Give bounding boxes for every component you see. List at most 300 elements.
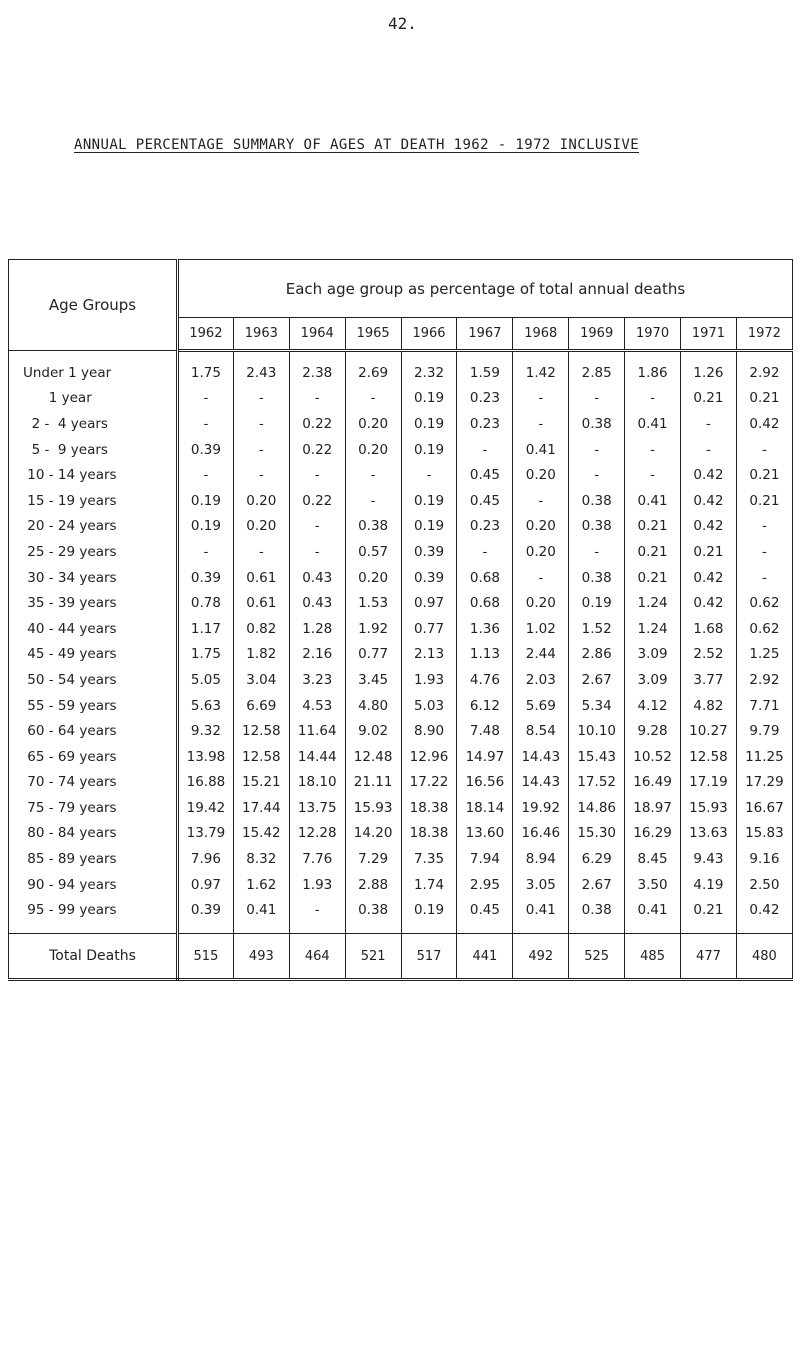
percentage-cell: 15.30 — [569, 821, 625, 847]
percentage-cell: 1.75 — [178, 360, 234, 386]
percentage-cell: 0.38 — [345, 897, 401, 923]
total-deaths-cell: 517 — [401, 934, 457, 980]
percentage-cell: 2.44 — [513, 642, 569, 668]
age-group-label: 55 - 59 years — [9, 693, 178, 719]
percentage-cell: 1.28 — [289, 616, 345, 642]
percentage-cell: 0.19 — [401, 411, 457, 437]
percentage-cell: 0.23 — [457, 514, 513, 540]
percentage-cell: 13.98 — [178, 744, 234, 770]
percentage-cell: 11.64 — [289, 718, 345, 744]
percentage-cell: 1.17 — [178, 616, 234, 642]
percentage-cell: - — [178, 411, 234, 437]
percentage-cell: - — [401, 462, 457, 488]
percentage-cell: 1.75 — [178, 642, 234, 668]
age-group-label: 80 - 84 years — [9, 821, 178, 847]
age-group-label: 40 - 44 years — [9, 616, 178, 642]
percentage-cell: 0.45 — [457, 462, 513, 488]
percentage-cell: 14.86 — [569, 795, 625, 821]
percentage-cell: 1.93 — [289, 872, 345, 898]
percentage-cell: 1.24 — [625, 590, 681, 616]
percentage-cell: 0.38 — [569, 565, 625, 591]
percentage-cell: 15.93 — [681, 795, 737, 821]
percentage-cell: 7.94 — [457, 846, 513, 872]
percentage-cell: 18.38 — [401, 821, 457, 847]
percentage-cell: 0.19 — [401, 488, 457, 514]
age-death-table — [8, 259, 793, 981]
percentage-cell: 0.42 — [681, 590, 737, 616]
percentage-cell: 0.39 — [401, 539, 457, 565]
percentage-cell: 0.61 — [233, 590, 289, 616]
table-row — [9, 795, 793, 821]
percentage-cell: - — [178, 539, 234, 565]
percentage-cell: 8.90 — [401, 718, 457, 744]
year-header: 1963 — [233, 318, 289, 351]
percentage-cell: 18.38 — [401, 795, 457, 821]
percentage-cell: 9.16 — [736, 846, 792, 872]
percentage-cell: 0.42 — [681, 488, 737, 514]
percentage-cell: - — [625, 437, 681, 463]
percentage-cell: 0.45 — [457, 897, 513, 923]
year-header: 1965 — [345, 318, 401, 351]
percentage-cell: - — [345, 462, 401, 488]
percentage-cell: 1.53 — [345, 590, 401, 616]
percentage-cell: 0.41 — [233, 897, 289, 923]
percentage-cell: 0.23 — [457, 411, 513, 437]
percentage-cell: 2.92 — [736, 360, 792, 386]
percentage-cell: 0.20 — [513, 514, 569, 540]
percentage-cell: 8.54 — [513, 718, 569, 744]
percentage-cell: 18.14 — [457, 795, 513, 821]
table-body — [9, 351, 793, 980]
percentage-cell: 17.22 — [401, 770, 457, 796]
table-row — [9, 770, 793, 796]
total-deaths-cell: 493 — [233, 934, 289, 980]
percentage-cell: 10.10 — [569, 718, 625, 744]
percentage-cell: 7.96 — [178, 846, 234, 872]
year-header: 1968 — [513, 318, 569, 351]
percentage-cell: 4.12 — [625, 693, 681, 719]
percentage-cell: 12.58 — [681, 744, 737, 770]
table-row — [9, 539, 793, 565]
percentage-cell: 7.48 — [457, 718, 513, 744]
percentage-cell: 0.43 — [289, 565, 345, 591]
percentage-cell: 1.74 — [401, 872, 457, 898]
percentage-cell: 13.63 — [681, 821, 737, 847]
percentage-cell: 0.62 — [736, 616, 792, 642]
percentage-cell: 2.86 — [569, 642, 625, 668]
percentage-cell: 1.93 — [401, 667, 457, 693]
percentage-cell: - — [513, 411, 569, 437]
page-number: 42. — [388, 14, 417, 33]
percentage-cell: 3.04 — [233, 667, 289, 693]
percentage-cell: 6.69 — [233, 693, 289, 719]
percentage-cell: - — [513, 386, 569, 412]
percentage-cell: 0.38 — [569, 411, 625, 437]
percentage-cell: 1.26 — [681, 360, 737, 386]
percentage-cell: - — [233, 411, 289, 437]
table-row — [9, 693, 793, 719]
percentage-cell: 5.03 — [401, 693, 457, 719]
percentage-cell: 0.20 — [513, 539, 569, 565]
percentage-cell: 15.42 — [233, 821, 289, 847]
percentage-cell: 0.68 — [457, 590, 513, 616]
percentage-cell: 16.49 — [625, 770, 681, 796]
percentage-cell: - — [233, 437, 289, 463]
percentage-cell: 5.69 — [513, 693, 569, 719]
percentage-cell: 0.41 — [513, 437, 569, 463]
percentage-cell: 15.21 — [233, 770, 289, 796]
percentage-cell: 18.10 — [289, 770, 345, 796]
age-group-label: 90 - 94 years — [9, 872, 178, 898]
percentage-cell: - — [233, 462, 289, 488]
age-group-label: 85 - 89 years — [9, 846, 178, 872]
percentage-cell: 21.11 — [345, 770, 401, 796]
table-row — [9, 846, 793, 872]
age-group-label: 10 - 14 years — [9, 462, 178, 488]
percentage-cell: 2.03 — [513, 667, 569, 693]
year-header: 1971 — [681, 318, 737, 351]
percentage-cell: 0.22 — [289, 437, 345, 463]
percentage-cell: 0.22 — [289, 411, 345, 437]
percentage-cell: 4.80 — [345, 693, 401, 719]
table-row — [9, 488, 793, 514]
percentage-cell: - — [736, 437, 792, 463]
table-row — [9, 897, 793, 923]
percentage-cell: 0.20 — [233, 488, 289, 514]
percentage-cell: - — [736, 539, 792, 565]
percentage-cell: 0.20 — [345, 437, 401, 463]
percentage-cell: - — [457, 437, 513, 463]
percentage-cell: 0.61 — [233, 565, 289, 591]
percentage-cell: 0.20 — [513, 462, 569, 488]
percentage-cell: - — [681, 411, 737, 437]
percentage-cell: 0.78 — [178, 590, 234, 616]
percentage-cell: 0.22 — [289, 488, 345, 514]
age-group-label: 95 - 99 years — [9, 897, 178, 923]
percentage-cell: 11.25 — [736, 744, 792, 770]
percentage-cell: 0.38 — [569, 488, 625, 514]
percentage-cell: 0.43 — [289, 590, 345, 616]
percentage-cell: - — [457, 539, 513, 565]
percentage-cell: 16.29 — [625, 821, 681, 847]
total-deaths-cell: 441 — [457, 934, 513, 980]
percentage-cell: 15.93 — [345, 795, 401, 821]
percentage-cell: 1.13 — [457, 642, 513, 668]
percentage-cell: 1.92 — [345, 616, 401, 642]
percentage-cell: 16.56 — [457, 770, 513, 796]
percentage-cell: 0.42 — [736, 897, 792, 923]
percentage-cell: - — [625, 462, 681, 488]
percentage-cell: 1.25 — [736, 642, 792, 668]
percentage-cell: 9.79 — [736, 718, 792, 744]
percentage-cell: 0.19 — [401, 386, 457, 412]
percentage-cell: 0.38 — [345, 514, 401, 540]
percentage-cell: 4.76 — [457, 667, 513, 693]
percentage-cell: 1.42 — [513, 360, 569, 386]
percentage-cell: 1.82 — [233, 642, 289, 668]
percentage-cell: 17.29 — [736, 770, 792, 796]
percentage-cell: 0.42 — [681, 514, 737, 540]
percentage-cell: 2.16 — [289, 642, 345, 668]
percentage-cell: 2.38 — [289, 360, 345, 386]
percentage-cell: 0.41 — [625, 897, 681, 923]
percentage-cell: 0.21 — [625, 565, 681, 591]
year-header: 1967 — [457, 318, 513, 351]
percentage-cell: - — [289, 539, 345, 565]
percentage-cell: 12.48 — [345, 744, 401, 770]
spacer-row — [9, 923, 793, 934]
percentage-cell: - — [736, 514, 792, 540]
total-deaths-cell: 521 — [345, 934, 401, 980]
percentage-cell: 13.79 — [178, 821, 234, 847]
table-row — [9, 872, 793, 898]
total-deaths-cell: 464 — [289, 934, 345, 980]
percentage-cell: 14.20 — [345, 821, 401, 847]
percentage-cell: - — [178, 462, 234, 488]
age-groups-header: Age Groups — [9, 260, 178, 351]
percentage-cell: - — [178, 386, 234, 412]
table-row — [9, 386, 793, 412]
year-header: 1962 — [178, 318, 234, 351]
percentage-cell: 1.62 — [233, 872, 289, 898]
spacer-row — [9, 351, 793, 361]
total-deaths-cell: 492 — [513, 934, 569, 980]
percentage-cell: - — [233, 386, 289, 412]
percentage-cell: 8.94 — [513, 846, 569, 872]
percentage-cell: 2.88 — [345, 872, 401, 898]
percentage-cell: - — [289, 462, 345, 488]
percentage-cell: 0.39 — [178, 437, 234, 463]
percentage-cell: 0.20 — [233, 514, 289, 540]
percentage-cell: 0.62 — [736, 590, 792, 616]
percentage-cell: 0.20 — [345, 565, 401, 591]
table-row — [9, 462, 793, 488]
percentage-cell: 14.43 — [513, 744, 569, 770]
percentage-cell: 3.45 — [345, 667, 401, 693]
percentage-cell: 9.43 — [681, 846, 737, 872]
percentage-cell: - — [289, 386, 345, 412]
percentage-cell: 7.35 — [401, 846, 457, 872]
total-deaths-cell: 485 — [625, 934, 681, 980]
percentage-cell: 2.69 — [345, 360, 401, 386]
percentage-cell: 15.83 — [736, 821, 792, 847]
percentage-cell: 0.38 — [569, 897, 625, 923]
percentage-cell: 2.13 — [401, 642, 457, 668]
percentage-cell: 8.45 — [625, 846, 681, 872]
percentage-cell: 0.97 — [178, 872, 234, 898]
percentage-cell: 10.52 — [625, 744, 681, 770]
age-group-label: 30 - 34 years — [9, 565, 178, 591]
percentage-cell: 19.42 — [178, 795, 234, 821]
percentage-cell: 14.43 — [513, 770, 569, 796]
percentage-cell: 13.75 — [289, 795, 345, 821]
percentage-cell: 0.19 — [401, 514, 457, 540]
percentage-cell: - — [513, 488, 569, 514]
table-row — [9, 411, 793, 437]
year-header: 1972 — [736, 318, 792, 351]
age-group-label: 25 - 29 years — [9, 539, 178, 565]
percentage-cell: 4.53 — [289, 693, 345, 719]
percentage-cell: - — [289, 897, 345, 923]
percentage-cell: 16.46 — [513, 821, 569, 847]
percentage-cell: 3.09 — [625, 642, 681, 668]
percentage-cell: 17.19 — [681, 770, 737, 796]
percentage-cell: 2.50 — [736, 872, 792, 898]
age-group-label: 50 - 54 years — [9, 667, 178, 693]
percentage-cell: 12.58 — [233, 718, 289, 744]
percentage-cell: 0.21 — [736, 488, 792, 514]
percentage-cell: 12.58 — [233, 744, 289, 770]
percentage-cell: 6.29 — [569, 846, 625, 872]
percentage-cell: 4.82 — [681, 693, 737, 719]
age-group-label: 65 - 69 years — [9, 744, 178, 770]
percentage-cell: 0.21 — [625, 514, 681, 540]
percentage-cell: 0.42 — [681, 565, 737, 591]
percentage-cell: 0.21 — [681, 386, 737, 412]
percentage-cell: - — [569, 386, 625, 412]
percentage-cell: 1.02 — [513, 616, 569, 642]
percentage-cell: - — [345, 386, 401, 412]
percentage-cell: 17.52 — [569, 770, 625, 796]
percentage-cell: 2.67 — [569, 667, 625, 693]
percentage-cell: 13.60 — [457, 821, 513, 847]
year-header: 1964 — [289, 318, 345, 351]
percentage-cell: 0.77 — [401, 616, 457, 642]
percentage-cell: - — [513, 565, 569, 591]
percentage-cell: 1.24 — [625, 616, 681, 642]
percentage-cell: 0.21 — [625, 539, 681, 565]
percentage-cell: 1.52 — [569, 616, 625, 642]
percentage-cell: 9.32 — [178, 718, 234, 744]
percentage-cell: 0.19 — [178, 514, 234, 540]
percentage-cell: 0.19 — [401, 897, 457, 923]
percentage-cell: 0.21 — [736, 386, 792, 412]
percentage-cell: 3.23 — [289, 667, 345, 693]
age-group-label: 5 - 9 years — [9, 437, 178, 463]
percentage-cell: 2.52 — [681, 642, 737, 668]
percentage-cell: 0.42 — [681, 462, 737, 488]
percentage-cell: 17.44 — [233, 795, 289, 821]
table-row — [9, 821, 793, 847]
percentage-cell: 0.41 — [625, 411, 681, 437]
percentage-cell: 2.32 — [401, 360, 457, 386]
percentage-cell: 1.36 — [457, 616, 513, 642]
percentage-cell: 0.45 — [457, 488, 513, 514]
age-group-label: 35 - 39 years — [9, 590, 178, 616]
percentage-cell: 14.44 — [289, 744, 345, 770]
table-row — [9, 642, 793, 668]
percentage-cell: 0.97 — [401, 590, 457, 616]
percentage-cell: 0.39 — [178, 565, 234, 591]
percentage-cell: 0.77 — [345, 642, 401, 668]
group-percentage-header: Each age group as percentage of total annual deaths — [178, 260, 793, 318]
year-header: 1966 — [401, 318, 457, 351]
percentage-cell: 12.96 — [401, 744, 457, 770]
percentage-cell: - — [625, 386, 681, 412]
percentage-cell: 19.92 — [513, 795, 569, 821]
document-title: ANNUAL PERCENTAGE SUMMARY OF AGES AT DEATH 1962 - 1972 INCLUSIVE — [74, 137, 640, 153]
percentage-cell: 15.43 — [569, 744, 625, 770]
percentage-cell: 18.97 — [625, 795, 681, 821]
percentage-cell: 14.97 — [457, 744, 513, 770]
percentage-cell: 7.76 — [289, 846, 345, 872]
age-group-label: 20 - 24 years — [9, 514, 178, 540]
total-deaths-cell: 480 — [736, 934, 792, 980]
table-row — [9, 514, 793, 540]
percentage-cell: 0.41 — [625, 488, 681, 514]
age-group-label: 15 - 19 years — [9, 488, 178, 514]
total-deaths-cell: 525 — [569, 934, 625, 980]
percentage-cell: 3.09 — [625, 667, 681, 693]
table-row — [9, 590, 793, 616]
percentage-cell: 1.86 — [625, 360, 681, 386]
table-row — [9, 667, 793, 693]
percentage-cell: - — [345, 488, 401, 514]
percentage-cell: 12.28 — [289, 821, 345, 847]
percentage-cell: 10.27 — [681, 718, 737, 744]
percentage-cell: 9.02 — [345, 718, 401, 744]
percentage-cell: 8.32 — [233, 846, 289, 872]
percentage-cell: 0.19 — [401, 437, 457, 463]
percentage-cell: 0.19 — [178, 488, 234, 514]
percentage-cell: 0.38 — [569, 514, 625, 540]
percentage-cell: 9.28 — [625, 718, 681, 744]
table-row — [9, 360, 793, 386]
percentage-cell: 0.39 — [401, 565, 457, 591]
percentage-cell: 16.67 — [736, 795, 792, 821]
percentage-cell: 2.43 — [233, 360, 289, 386]
percentage-cell: 5.05 — [178, 667, 234, 693]
total-deaths-cell: 515 — [178, 934, 234, 980]
total-deaths-row — [9, 934, 793, 980]
table-row — [9, 616, 793, 642]
percentage-cell: - — [569, 462, 625, 488]
percentage-cell: 4.19 — [681, 872, 737, 898]
percentage-cell: 0.39 — [178, 897, 234, 923]
percentage-cell: - — [569, 539, 625, 565]
age-group-label: 60 - 64 years — [9, 718, 178, 744]
percentage-cell: - — [736, 565, 792, 591]
percentage-cell: - — [569, 437, 625, 463]
table-row — [9, 437, 793, 463]
age-group-label: 75 - 79 years — [9, 795, 178, 821]
percentage-cell: 2.92 — [736, 667, 792, 693]
percentage-cell: 2.85 — [569, 360, 625, 386]
total-deaths-cell: 477 — [681, 934, 737, 980]
percentage-cell: 0.42 — [736, 411, 792, 437]
percentage-cell: 16.88 — [178, 770, 234, 796]
percentage-cell: 0.19 — [569, 590, 625, 616]
percentage-cell: 1.68 — [681, 616, 737, 642]
percentage-cell: 3.77 — [681, 667, 737, 693]
percentage-cell: 7.71 — [736, 693, 792, 719]
percentage-cell: - — [681, 437, 737, 463]
percentage-cell: - — [289, 514, 345, 540]
percentage-cell: 0.20 — [345, 411, 401, 437]
percentage-cell: 0.21 — [681, 897, 737, 923]
table-row — [9, 718, 793, 744]
percentage-cell: 0.21 — [681, 539, 737, 565]
total-deaths-label: Total Deaths — [9, 934, 178, 980]
percentage-cell: 0.68 — [457, 565, 513, 591]
age-group-label: 2 - 4 years — [9, 411, 178, 437]
percentage-cell: 5.63 — [178, 693, 234, 719]
table-row — [9, 744, 793, 770]
percentage-cell: 0.41 — [513, 897, 569, 923]
percentage-cell: 3.50 — [625, 872, 681, 898]
percentage-cell: 5.34 — [569, 693, 625, 719]
age-group-label: 45 - 49 years — [9, 642, 178, 668]
